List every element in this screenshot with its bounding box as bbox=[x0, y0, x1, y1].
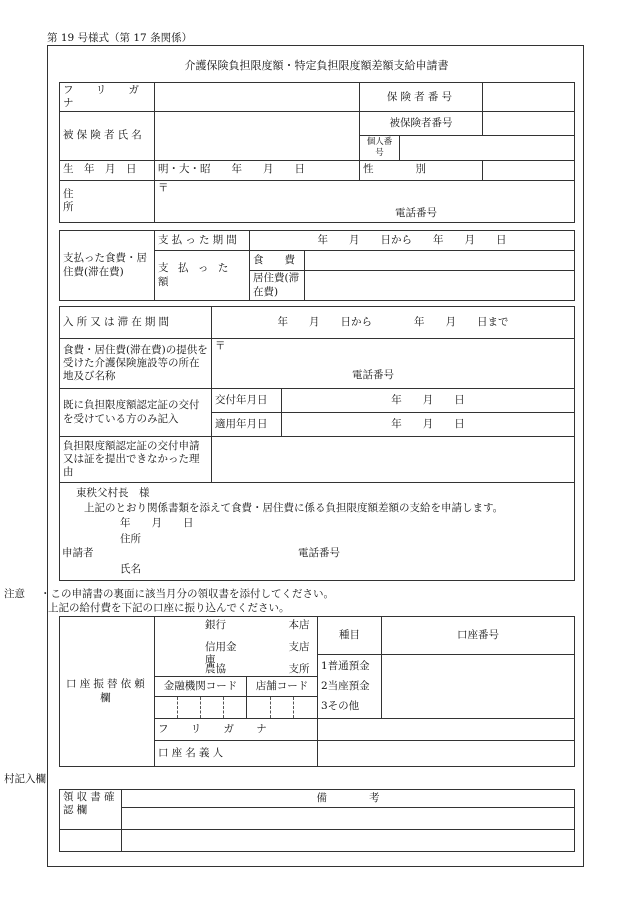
bank-type-bank: 銀行 bbox=[205, 619, 226, 631]
address-input[interactable] bbox=[155, 180, 575, 222]
bank-table bbox=[59, 616, 575, 767]
address-phone-label: 電話番号 bbox=[395, 206, 437, 219]
receipt-check-input[interactable] bbox=[60, 830, 122, 852]
bank-type-noukyo: 農協 bbox=[205, 663, 226, 675]
applicant-name-label: 氏名 bbox=[120, 563, 141, 575]
branch-shiten: 支店 bbox=[288, 641, 310, 653]
address-label: 住 所 bbox=[60, 180, 155, 222]
dob-label: 生 年 月 日 bbox=[60, 160, 155, 180]
branch-code-label: 店舗コード bbox=[247, 677, 317, 697]
village-section-label: 村記入欄 bbox=[4, 773, 46, 785]
stay-period-value[interactable]: 年 月 日から 年 月 日まで bbox=[212, 307, 575, 339]
applicant-phone-label: 電話番号 bbox=[298, 547, 340, 559]
branch-code-cell[interactable] bbox=[247, 677, 318, 719]
stay-period-label: 入所又は滞在期間 bbox=[60, 307, 212, 339]
bank-code-cell[interactable] bbox=[155, 677, 247, 719]
paid-amount-label: 支払った額 bbox=[155, 251, 250, 301]
account-type-label: 種目 bbox=[318, 617, 382, 655]
applicant-table bbox=[59, 82, 575, 223]
account-type-options[interactable] bbox=[318, 655, 382, 719]
notes-line1: ・この申請書の裏面に該当月分の領収書を添付してください。 bbox=[40, 588, 334, 600]
facility-phone-label: 電話番号 bbox=[352, 369, 394, 381]
housing-label: 居住費(滞在費) bbox=[250, 271, 305, 301]
bank-type-shinkin: 信用金庫 bbox=[205, 641, 237, 667]
reason-label: 負担限度額認定証の交付申請又は証を提出できなかった理由 bbox=[60, 437, 212, 483]
issue-date-label: 交付年月日 bbox=[212, 389, 282, 413]
valid-date-label: 適用年月日 bbox=[212, 413, 282, 437]
sex-label: 性 別 bbox=[360, 160, 483, 180]
declaration-date[interactable]: 年 月 日 bbox=[120, 517, 194, 529]
application-form bbox=[4, 45, 584, 867]
account-type-3: 3その他 bbox=[321, 699, 360, 712]
branch-honten: 本店 bbox=[288, 619, 310, 631]
bank-furigana-label: フ リ ガ ナ bbox=[155, 719, 318, 741]
branch-name-input[interactable] bbox=[247, 617, 318, 677]
stay-table bbox=[59, 306, 575, 581]
account-no-input[interactable] bbox=[382, 655, 575, 719]
declaration-box bbox=[60, 483, 575, 581]
insurer-no-input[interactable] bbox=[483, 83, 575, 112]
branch-shisho: 支所 bbox=[288, 663, 310, 675]
paid-period-value[interactable]: 年 月 日から 年 月 日 bbox=[250, 231, 575, 251]
declaration-text: 上記のとおり関係書類を添えて食費・居住費に係る負担限度額差額の支給を申請します。 bbox=[84, 502, 504, 514]
form-number: 第 19 号様式（第 17 条関係） bbox=[47, 32, 193, 44]
insurer-no-label: 保険者番号 bbox=[360, 83, 483, 112]
remarks-input[interactable] bbox=[122, 808, 575, 830]
account-holder-input[interactable] bbox=[318, 741, 575, 767]
furigana-input[interactable] bbox=[155, 83, 360, 112]
payment-label: 支払った食費・居住費(滞在費) bbox=[60, 231, 155, 301]
personal-no-label: 個人番号 bbox=[360, 136, 400, 160]
facility-input[interactable] bbox=[212, 339, 575, 389]
village-table bbox=[59, 789, 575, 852]
bank-code-label: 金融機関コード bbox=[155, 677, 246, 697]
applicant-label: 申請者 bbox=[62, 547, 94, 559]
personal-no-input[interactable] bbox=[400, 136, 575, 160]
housing-input[interactable] bbox=[305, 271, 575, 301]
reason-input[interactable] bbox=[212, 437, 575, 483]
remarks-label: 備 考 bbox=[122, 790, 575, 808]
account-type-2: 2当座預金 bbox=[321, 679, 370, 692]
account-type-1: 1普通預金 bbox=[321, 660, 370, 672]
valid-date-value[interactable]: 年 月 日 bbox=[282, 413, 575, 437]
sex-input[interactable] bbox=[483, 160, 575, 180]
notes-line2: 上記の給付費を下記の口座に振り込んでください。 bbox=[48, 602, 290, 614]
addressee: 東秩父村長 様 bbox=[76, 487, 150, 499]
remarks-input-2[interactable] bbox=[122, 830, 575, 852]
form-title: 介護保険負担限度額・特定負担限度額差額支給申請書 bbox=[184, 59, 449, 72]
postal-mark: 〒 bbox=[158, 181, 169, 194]
bank-furigana-input[interactable] bbox=[318, 719, 575, 741]
cert-label: 既に負担限度額認定証の交付を受けている方のみ記入 bbox=[60, 389, 212, 437]
facility-postal: 〒 bbox=[215, 340, 226, 352]
insured-no-input[interactable] bbox=[483, 112, 575, 136]
notes-head: 注意 bbox=[4, 588, 25, 600]
issue-date-value[interactable]: 年 月 日 bbox=[282, 389, 575, 413]
insured-name-label: 被保険者氏名 bbox=[60, 112, 155, 160]
receipt-check-label: 領収書確認欄 bbox=[60, 790, 122, 830]
food-input[interactable] bbox=[305, 251, 575, 271]
applicant-address-label: 住所 bbox=[120, 533, 141, 545]
paid-period-label: 支払った期間 bbox=[155, 231, 250, 251]
furigana-label: フ リ ガ ナ bbox=[60, 83, 155, 112]
food-label: 食 費 bbox=[250, 251, 305, 271]
dob-value[interactable]: 明・大・昭 年 月 日 bbox=[155, 160, 360, 180]
payment-table bbox=[59, 230, 575, 301]
bank-transfer-label: 口座振替依頼欄 bbox=[60, 617, 155, 767]
account-no-label: 口座番号 bbox=[382, 617, 575, 655]
insured-name-input[interactable] bbox=[155, 112, 360, 160]
facility-label: 食費・居住費(滞在費)の提供を受けた介護保険施設等の所在地及び名称 bbox=[60, 339, 212, 389]
insured-no-label: 被保険者番号 bbox=[360, 112, 483, 136]
bank-name-input[interactable] bbox=[155, 617, 247, 677]
account-holder-label: 口座名義人 bbox=[155, 741, 318, 767]
